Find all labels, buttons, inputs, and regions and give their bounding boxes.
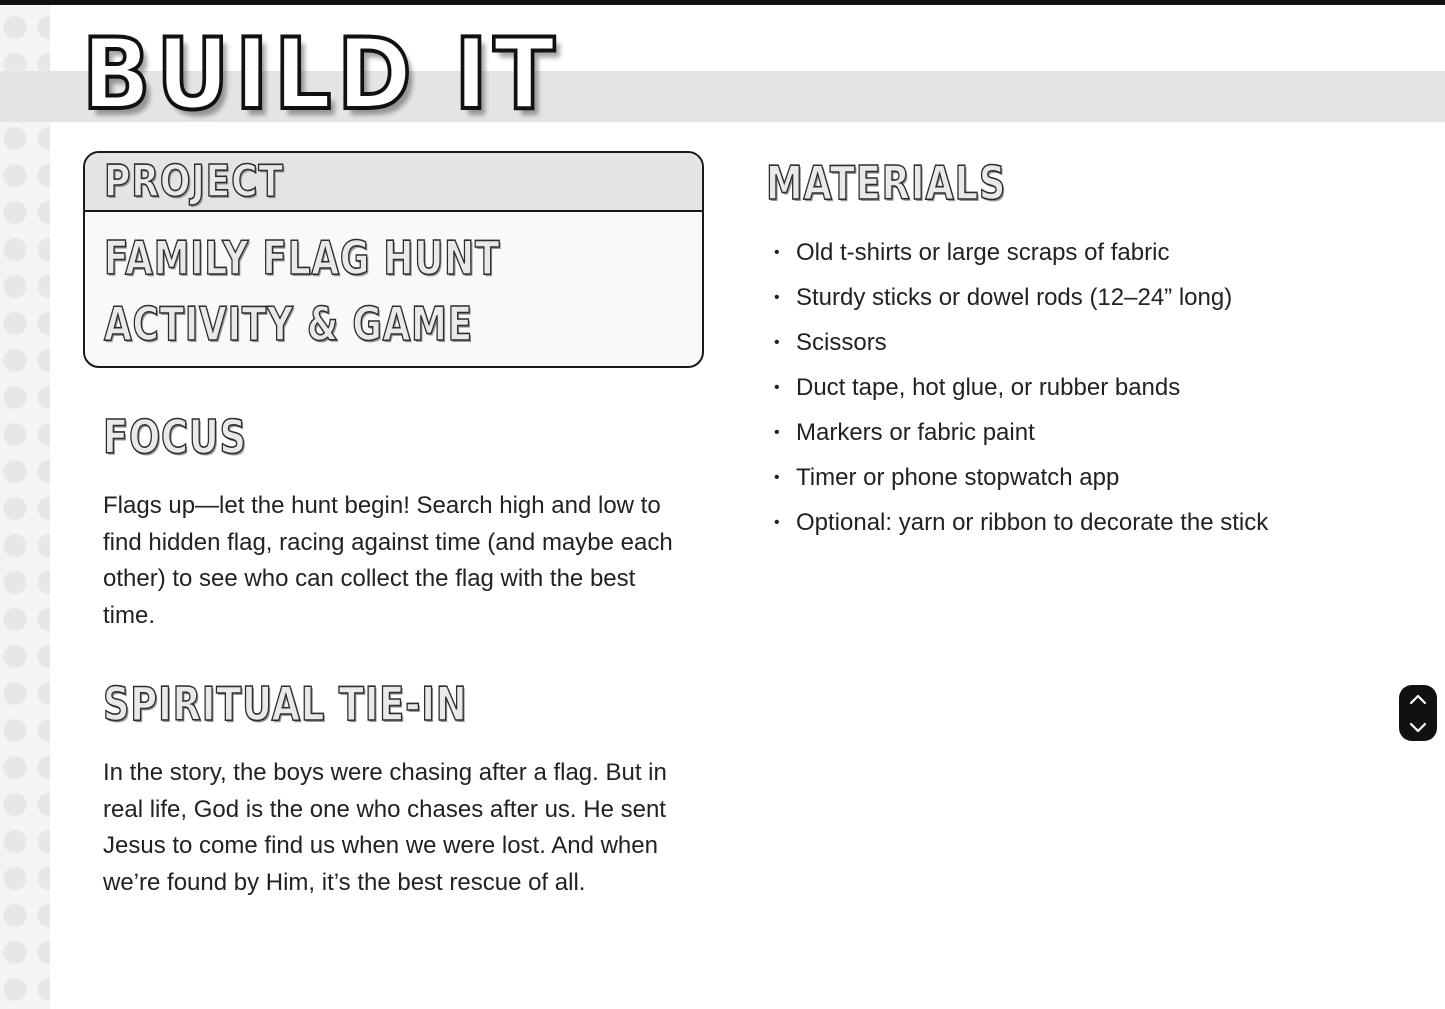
materials-list bbox=[771, 230, 1268, 545]
chevron-down-icon bbox=[1409, 722, 1427, 733]
list-item: • Duct tape, hot glue, or rubber bands bbox=[771, 365, 1268, 410]
focus-heading: FOCUS bbox=[103, 410, 247, 464]
list-item: • Old t-shirts or large scraps of fabric bbox=[771, 230, 1268, 275]
project-label: PROJECT bbox=[104, 156, 284, 207]
materials-heading: MATERIALS bbox=[766, 156, 1007, 210]
list-item: • Timer or phone stopwatch app bbox=[771, 455, 1268, 500]
focus-body: Flags up—let the hunt begin! Search high and low to find hidden flag, racing against time (and maybe each other) to see who can collect the flag with the best time. bbox=[103, 492, 673, 630]
chevron-up-icon bbox=[1409, 694, 1427, 705]
scroll-up-button[interactable] bbox=[1399, 685, 1437, 713]
list-item: • Markers or fabric paint bbox=[771, 410, 1268, 455]
project-title: FAMILY FLAG HUNT ACTIVITY & GAME bbox=[104, 231, 501, 351]
top-rule bbox=[0, 0, 1445, 5]
list-item: • Optional: yarn or ribbon to decorate the stick bbox=[771, 500, 1268, 545]
spiritual-tie-in-body: In the story, the boys were chasing after a flag. But in real life, God is the one who chases after us. He sent Jesus to come find us when we were lost. And when we’re found by Him, it’s the best rescue of all. bbox=[103, 759, 667, 897]
project-card-header bbox=[85, 153, 702, 212]
spiritual-tie-in-heading: SPIRITUAL TIE-IN bbox=[103, 677, 468, 731]
list-item: • Sturdy sticks or dowel rods (12–24” long) bbox=[771, 275, 1268, 320]
page-scroll-control bbox=[1399, 685, 1437, 741]
project-card bbox=[83, 151, 704, 368]
list-item: • Scissors bbox=[771, 320, 1268, 365]
page-title: BUILD IT bbox=[82, 18, 561, 132]
scroll-down-button[interactable] bbox=[1399, 713, 1437, 741]
dot-pattern-strip bbox=[0, 5, 50, 1009]
